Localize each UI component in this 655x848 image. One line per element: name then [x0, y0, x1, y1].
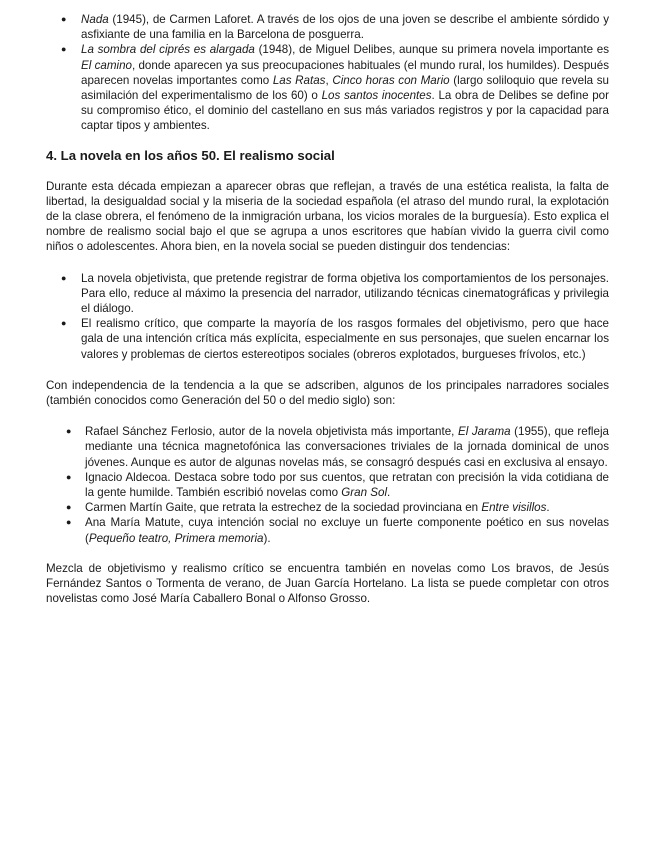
- list-item: [46, 500, 609, 515]
- italic-title: Gran Sol: [341, 486, 388, 500]
- text-run: (1945), de Carmen Laforet. A través de los ojos de una joven se describe el ambiente sórdido y asfixiante de una familia en la Barcelona de posguerra.: [81, 13, 609, 42]
- text-run: . La obra de Delibes se define por su compromiso ético, el dominio del castellano en sus más variados registros y por la capacidad para captar tipos y ambientes.: [81, 89, 609, 133]
- italic-title: Entre visillos: [481, 501, 547, 515]
- text-run: El realismo crítico, que comparte la mayoría de los rasgos formales del objetivismo, pero que hace gala de una intención crítica más explícita, especialmente en sus personajes, que suelen encarnar los valores y problemas de ciertos estereotipos sociales (obreros explotados, burgueses frívolos, etc.): [81, 317, 609, 361]
- italic-title: El Jarama: [457, 425, 511, 439]
- italic-title: Pequeño teatro, Primera memoria: [88, 531, 264, 545]
- text-run: (1955), que refleja mediante una técnica magnetofónica las conversaciones triviales de la jornada dominical de unos jóvenes. Aunque es autor de algunas novelas más, se consagró después casi en exclusiva al ensayo.: [85, 425, 609, 469]
- italic-title: La sombra del ciprés es alargada: [81, 43, 255, 57]
- intro-paragraph: Durante esta década empiezan a aparecer obras que reflejan, a través de una estética realista, la falta de libertad, la desigualdad social y la miseria de la sociedad española (el atraso del mundo rural, la explotación de la clase obrera, el fenómeno de la inmigración urbana, los vicios morales de la burguesía). Esto explica el nombre de realismo social bajo el que se agrupa a unos escritores que habían vivido la guerra civil como niños o adolescentes. Ahora bien, en la novela social se pueden distinguir dos tendencias:: [46, 179, 609, 254]
- authors-list: [46, 424, 609, 546]
- tendencies-list: [46, 271, 609, 362]
- italic-title: Cinco horas con Mario: [332, 73, 450, 87]
- list-item: [46, 42, 609, 133]
- bullet-icon: ●: [66, 471, 72, 482]
- text-run: .: [387, 486, 391, 500]
- bullet-icon: ●: [66, 426, 72, 437]
- text-run: Ana María Matute, cuya intención social no excluye un fuerte componente poético en sus novelas (: [85, 516, 609, 545]
- bullet-icon: ●: [61, 318, 67, 329]
- bullet-icon: ●: [66, 502, 72, 513]
- text-run: (1948), de Miguel Delibes, aunque su primera novela importante es: [254, 43, 609, 57]
- text-run: (largo soliloquio que revela su asimilación del experimentalismo de los 60) o: [81, 73, 609, 103]
- italic-title: Nada: [81, 13, 109, 26]
- section-heading: 4. La novela en los años 50. El realismo social: [46, 147, 335, 163]
- closing-paragraph: Mezcla de objetivismo y realismo crítico se encuentra también en novelas como Los bravos, de Jesús Fernández Santos o Tormenta de verano, de Juan García Hortelano. La lista se puede completar con otros novelistas como José María Caballero Bonal o Alfonso Grosso.: [46, 561, 609, 606]
- list-item: [46, 316, 609, 362]
- text-run: .: [546, 501, 550, 515]
- text-run: ).: [263, 531, 271, 545]
- text-run: Rafael Sánchez Ferlosio, autor de la novela objetivista más importante,: [85, 425, 458, 439]
- text-run: Ignacio Aldecoa. Destaca sobre todo por sus cuentos, que retratan con precisión la vida cotidiana de la gente humilde. También escribió novelas como: [85, 470, 609, 500]
- list-item: [46, 470, 609, 500]
- list-item: [46, 515, 609, 545]
- novels-list: [46, 12, 609, 134]
- bullet-icon: ●: [61, 272, 67, 283]
- list-item: [46, 271, 609, 317]
- italic-title: Las Ratas: [272, 73, 326, 87]
- bullet-icon: ●: [66, 517, 72, 528]
- italic-title: Los santos inocentes: [321, 89, 432, 103]
- authors-intro-paragraph: Con independencia de la tendencia a la que se adscriben, algunos de los principales narradores sociales (también conocidos como Generación del 50 o del medio siglo) son:: [46, 378, 609, 408]
- list-item: [46, 12, 609, 42]
- list-item: [46, 424, 609, 470]
- text-run: ,: [325, 73, 333, 87]
- text-run: La novela objetivista, que pretende registrar de forma objetiva los comportamientos de los personajes. Para ello, reduce al máximo la presencia del narrador, utilizando técnicas cinematográficas y privilegia el diálogo.: [81, 271, 609, 316]
- text-run: , donde aparecen ya sus preocupaciones habituales (el mundo rural, los humildes). Después aparecen novelas importantes como: [81, 58, 609, 87]
- text-run: Carmen Martín Gaite, que retrata la estrechez de la sociedad provinciana en: [85, 501, 482, 515]
- italic-title: El camino: [81, 58, 132, 72]
- bullet-icon: ●: [61, 14, 67, 24]
- bullet-icon: ●: [61, 44, 67, 55]
